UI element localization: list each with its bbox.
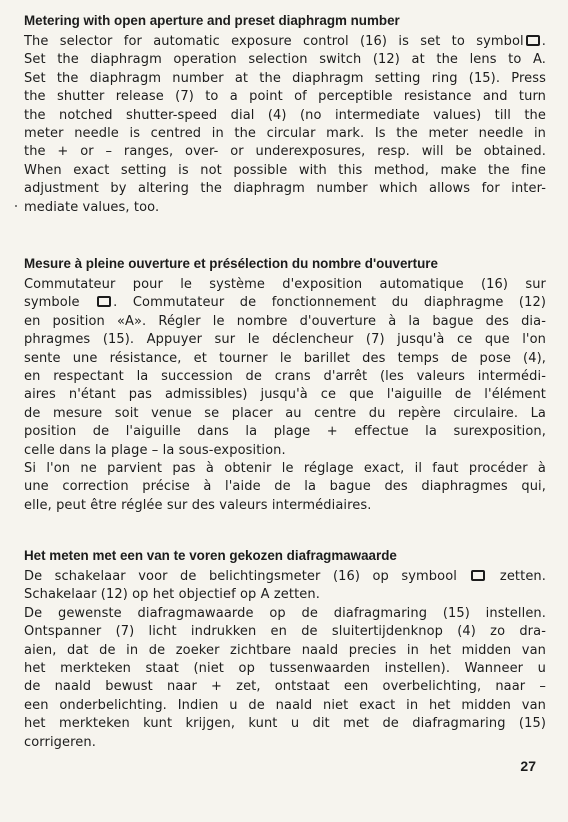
text-line: adjustment by altering the diaphragm number which allows for inter- [24, 181, 546, 197]
text-line: het merkteken staat (niet op tussenwaarden instellen). Wanneer u [24, 661, 546, 677]
text-line: meter needle is centred in the circular mark. Is the meter needle in [24, 126, 546, 142]
section-body [24, 276, 546, 515]
text-line: de naald bewust naar + zet, ontstaat een overbelichting, naar – [24, 679, 546, 695]
text-line: aien, dat de in de zoeker zichtbare naald precies in het midden van [24, 642, 546, 658]
text-line: Set the diaphragm operation selection switch (12) at the lens to A. [24, 52, 546, 68]
text-line: Set the diaphragm number at the diaphragm setting ring (15). Press [24, 70, 546, 86]
page-number: 27 [520, 758, 536, 774]
text-line: phragmes (15). Appuyer sur le déclencheur (7) jusqu'à ce que l'on [24, 332, 546, 348]
text-line: The selector for automatic exposure control (16) is set to symbol . [24, 34, 546, 49]
section-dutch [24, 547, 546, 752]
section-body [24, 568, 546, 752]
text-line: Ontspanner (7) licht indrukken en de sluitertijdenknop (4) zo dra- [24, 624, 546, 640]
auto-exposure-symbol-icon [526, 35, 540, 46]
text-line: elle, peut être réglée sur des valeurs intermédiaires. [24, 497, 372, 513]
text-line: en position «A». Régler le nombre d'ouverture à la bague des dia- [24, 313, 546, 329]
section-english [24, 12, 546, 217]
text-line: Si l'on ne parvient pas à obtenir le réglage exact, il faut procéder à [24, 461, 546, 477]
text-line: de mesure soit venue se placer au centre du repère circulaire. La [24, 405, 546, 421]
text-line: the notched shutter-speed dial (4) (no intermediate values) till the [24, 107, 546, 123]
text-line: the shutter release (7) to a point of perceptible resistance and turn [24, 89, 546, 105]
text-line: het merkteken kunt krijgen, kunt u dit met de diafragmaring (15) [24, 716, 546, 732]
text-line: aires n'étant pas admissibles) jusqu'à ce que l'aiguille de l'élément [24, 387, 546, 403]
text-line: corrigeren. [24, 734, 96, 750]
section-body [24, 33, 546, 217]
text-line: Schakelaar (12) op het objectief op A zetten. [24, 587, 320, 603]
section-heading: Mesure à pleine ouverture et présélection du nombre d'ouverture [24, 256, 438, 271]
text-line: position de l'aiguille dans la plage + effectue la surexposition, [24, 424, 546, 440]
auto-exposure-symbol-icon [97, 296, 111, 307]
auto-exposure-symbol-icon [471, 570, 485, 581]
text-line: une correction précise à l'aide de la bague des diaphragmes qui, [24, 479, 546, 495]
text-line: When exact setting is not possible with this method, make the fine [24, 162, 546, 178]
text-line: mediate values, too. [24, 199, 160, 215]
text-line: De gewenste diafragmawaarde op de diafragmaring (15) instellen. [24, 605, 546, 621]
text-line: De schakelaar voor de belichtingsmeter (16) op symbool zetten. [24, 569, 546, 584]
text-line: een onderbelichting. Indien u de naald niet exact in het midden van [24, 697, 546, 713]
section-heading: Het meten met een van te voren gekozen diafragmawaarde [24, 548, 397, 563]
text-line: en respectant la succession de crans d'arrêt (les valeurs intermédi- [24, 369, 546, 385]
text-line: symbole . Commutateur de fonctionnement du diaphragme (12) [24, 295, 547, 311]
stray-mark [15, 205, 17, 207]
text-line: sente une résistance, et tourner le barillet des temps de pose (4), [24, 350, 546, 366]
section-heading: Metering with open aperture and preset diaphragm number [24, 13, 400, 28]
text-line: celle dans la plage – la sous-exposition. [24, 442, 286, 458]
text-line: the + or – ranges, over- or underexposures, resp. will be obtained. [24, 144, 546, 160]
text-line: Commutateur pour le système d'exposition automatique (16) sur [24, 277, 546, 292]
section-french [24, 255, 546, 515]
